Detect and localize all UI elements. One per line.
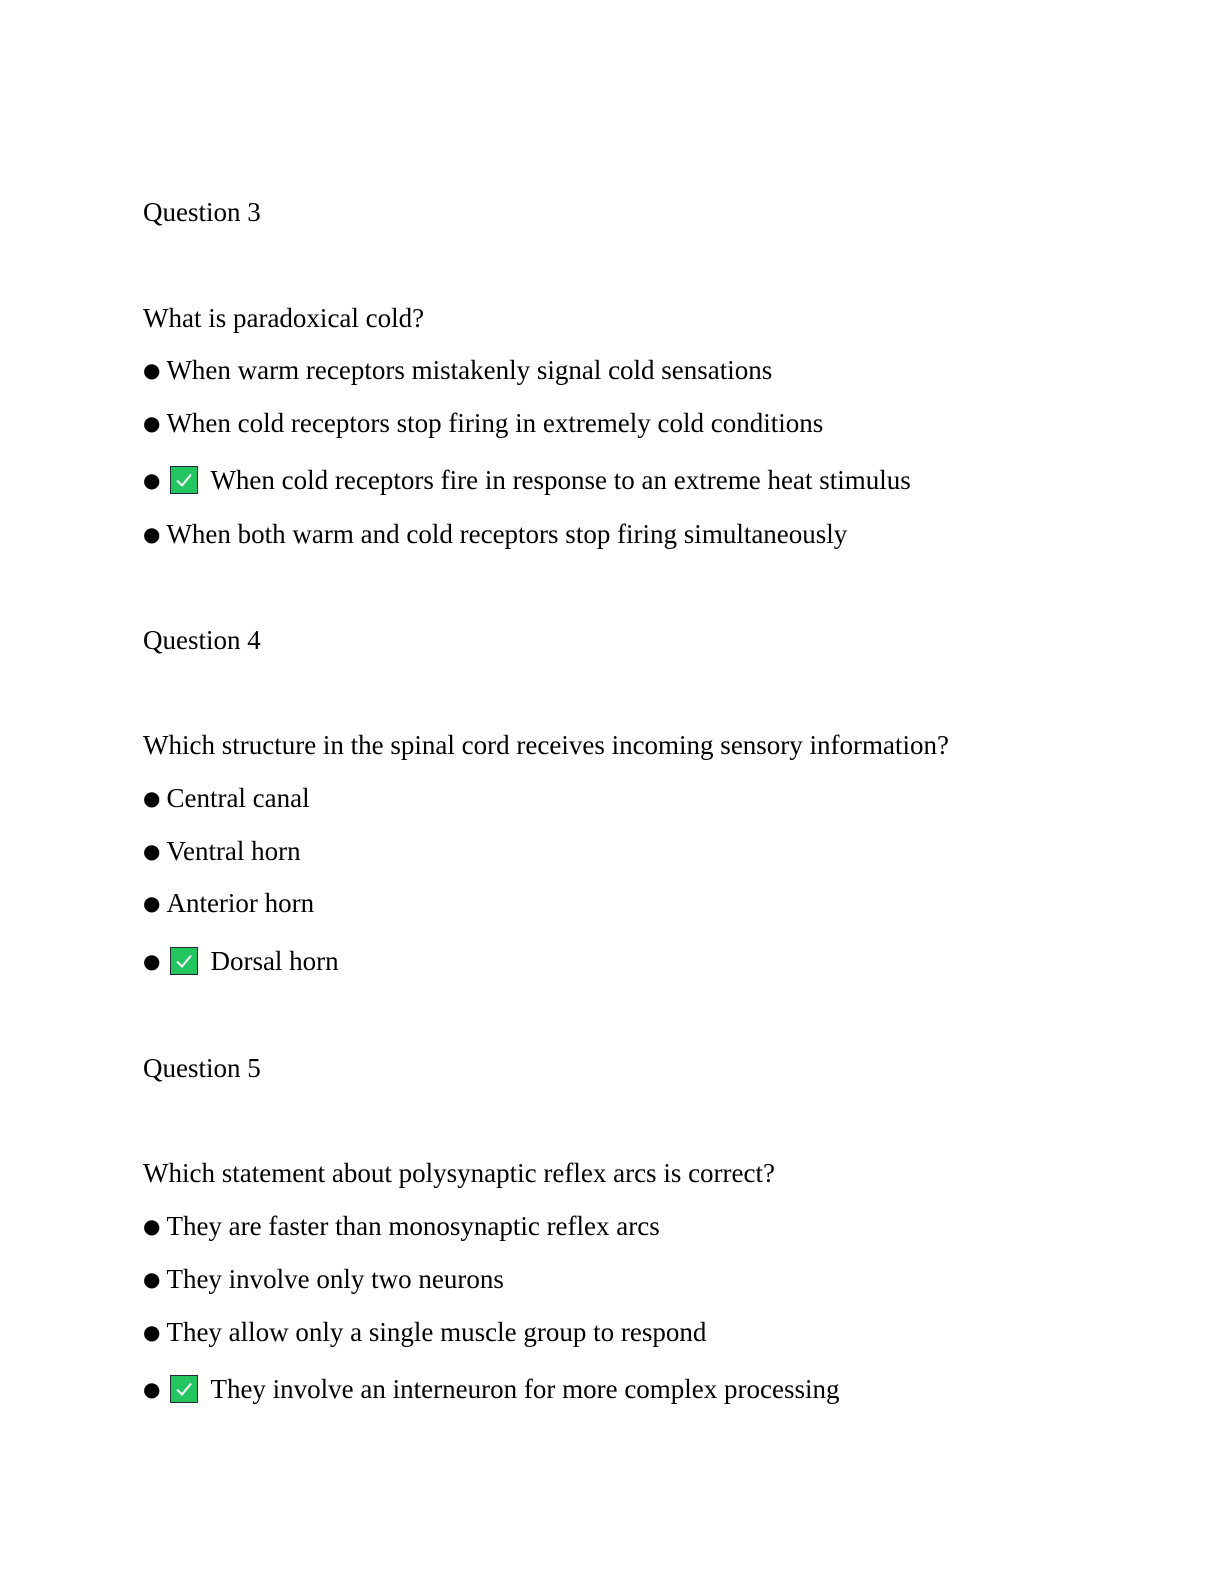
question-heading [143,624,261,656]
bullet-icon: ● [143,358,161,382]
bullet-icon: ● [143,468,161,492]
bullet-icon: ● [143,949,161,973]
answer-option-text: They are faster than monosynaptic reflex arcs [166,1211,660,1241]
question-heading [143,196,261,228]
answer-option-text: When warm receptors mistakenly signal cold sensations [166,355,773,385]
answer-option [143,1263,504,1295]
answer-option-text: Ventral horn [166,836,301,866]
answer-option-text: They allow only a single muscle group to respond [166,1317,707,1347]
bullet-icon: ● [143,411,161,435]
bullet-icon: ● [143,1377,161,1401]
answer-option-text: Anterior horn [166,888,315,918]
answer-option-correct [143,945,339,977]
question-heading [143,1052,261,1084]
answer-option [143,782,310,814]
answer-option [143,1316,706,1348]
answer-option-text: When cold receptors fire in response to an extreme heat stimulus [210,465,911,495]
answer-option-text: They involve an interneuron for more complex processing [210,1374,840,1404]
bullet-icon: ● [143,522,161,546]
answer-option-text: When cold receptors stop firing in extremely cold conditions [166,408,824,438]
answer-option [143,407,823,439]
question-prompt [143,1157,775,1189]
check-mark-icon [170,947,198,975]
answer-option [143,354,772,386]
answer-option [143,518,847,550]
bullet-icon: ● [143,1320,161,1344]
answer-option [143,1210,660,1242]
bullet-icon: ● [143,786,161,810]
bullet-icon: ● [143,1214,161,1238]
question-prompt-text: Which statement about polysynaptic reflex arcs is correct? [143,1158,775,1188]
check-mark-icon [170,1375,198,1403]
question-heading-text: Question 5 [143,1053,261,1083]
bullet-icon: ● [143,891,161,915]
question-prompt-text: Which structure in the spinal cord receives incoming sensory information? [143,730,950,760]
question-prompt [143,729,949,761]
answer-option-text: When both warm and cold receptors stop firing simultaneously [166,519,848,549]
answer-option-text: Central canal [166,783,310,813]
check-mark-icon [170,466,198,494]
answer-option-text: Dorsal horn [210,946,339,976]
question-prompt-text: What is paradoxical cold? [143,303,425,333]
bullet-icon: ● [143,839,161,863]
answer-option-correct [143,1373,840,1405]
answer-option-correct [143,464,911,496]
question-heading-text: Question 4 [143,625,261,655]
answer-option [143,887,314,919]
question-prompt [143,302,424,334]
question-heading-text: Question 3 [143,197,261,227]
bullet-icon: ● [143,1267,161,1291]
answer-option-text: They involve only two neurons [166,1264,504,1294]
answer-option [143,835,301,867]
